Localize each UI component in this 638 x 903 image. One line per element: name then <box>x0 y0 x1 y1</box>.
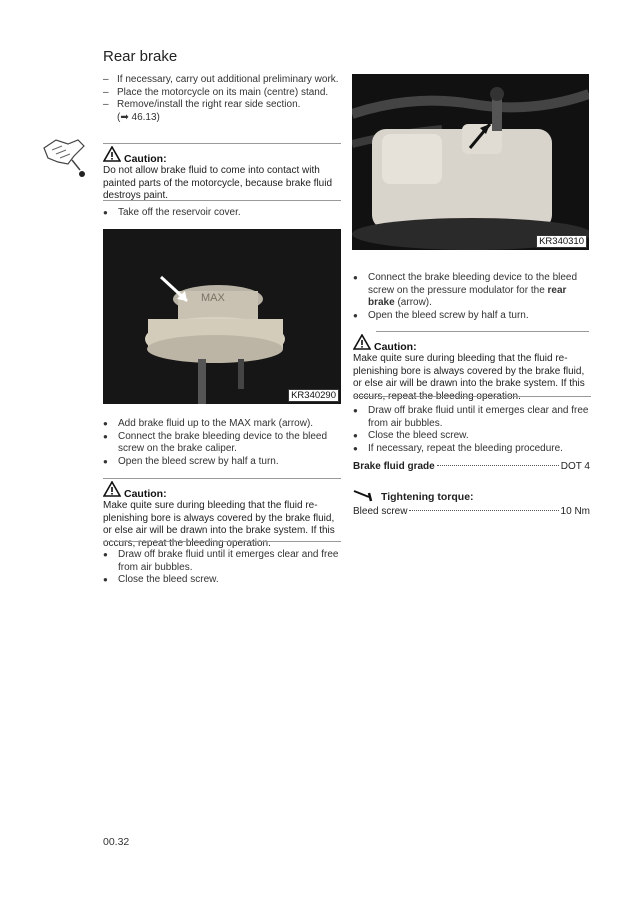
page-number: 00.32 <box>103 836 130 848</box>
bleed-screw-torque-row <box>353 506 590 517</box>
dotted-leader <box>409 510 558 511</box>
step-list <box>353 272 591 322</box>
arrow-ref-icon: ➡ <box>120 111 129 123</box>
step-item: ● Add brake fluid up to the MAX mark (arrow). <box>103 418 341 431</box>
divider <box>103 541 341 542</box>
caution-label: Caution: <box>124 488 167 500</box>
caution-box <box>103 481 341 550</box>
caution-text: Make quite sure during bleeding that the fluid re-plenishing bore is always covered by the brake fluid, or else air will be drawn into the brake system. If this occurs, repeat the bleeding operation. <box>353 353 585 402</box>
step-list <box>103 207 341 220</box>
step-item <box>353 272 591 310</box>
protective-glove-icon <box>38 134 90 182</box>
warning-triangle-icon <box>103 146 121 165</box>
warning-triangle-icon <box>353 334 371 353</box>
warning-triangle-icon <box>103 481 121 500</box>
caution-heading <box>103 146 341 165</box>
spec-value: 10 Nm <box>560 506 590 517</box>
caution-text: Do not allow brake fluid to come into contact with painted parts of the motorcycle, because brake fluid destroys paint. <box>103 165 333 201</box>
step-text: Connect the brake bleeding device to the bleed screw on the pressure modulator for the <box>368 272 578 296</box>
step-item: ● Close the bleed screw. <box>353 430 591 443</box>
step-text: (arrow). <box>394 297 432 308</box>
caution-heading <box>103 481 341 500</box>
intro-step: – Remove/install the right rear side section. (➡ 46.13) <box>103 99 341 124</box>
divider <box>376 331 589 332</box>
step-item: ● If necessary, repeat the bleeding procedure. <box>353 443 591 456</box>
intro-step: – Place the motorcycle on its main (centre) stand. <box>103 87 341 100</box>
spec-label: Brake fluid grade <box>353 461 435 472</box>
step-item: ● Draw off brake fluid until it emerges clear and free from air bubbles. <box>353 405 591 430</box>
divider <box>103 143 341 144</box>
reservoir-photo <box>103 229 341 404</box>
intro-ref: 46.13) <box>131 111 160 123</box>
intro-step: – If necessary, carry out additional preliminary work. <box>103 74 341 87</box>
intro-steps <box>103 74 341 124</box>
divider <box>103 478 341 479</box>
step-item: ● Open the bleed screw by half a turn. <box>103 456 341 469</box>
divider <box>353 396 591 397</box>
spec-value: DOT 4 <box>560 461 590 472</box>
spec-label: Bleed screw <box>353 506 408 517</box>
torque-heading-text: Tightening torque: <box>381 490 474 503</box>
caution-heading <box>353 334 591 353</box>
divider <box>103 200 341 201</box>
step-item: ● Take off the reservoir cover. <box>103 207 341 220</box>
brake-fluid-grade-row <box>353 461 590 472</box>
intro-step-text: Remove/install the right rear side section. <box>117 99 301 110</box>
max-mark: MAX <box>201 292 225 304</box>
caution-text: Make quite sure during bleeding that the fluid re-plenishing bore is always covered by the brake fluid, or else air will be drawn into the brake system. If this occurs, repeat the bleeding operation. <box>103 500 335 549</box>
caution-box <box>103 146 341 203</box>
torque-heading <box>353 488 590 505</box>
torque-wrench-icon <box>353 488 375 505</box>
caution-label: Caution: <box>124 153 167 165</box>
torque-spec <box>353 488 590 517</box>
dotted-leader <box>437 465 559 466</box>
step-item: ● Draw off brake fluid until it emerges clear and free from air bubbles. <box>103 549 341 574</box>
caution-box <box>353 334 591 403</box>
step-list <box>353 405 591 455</box>
step-text-bold: rear brake <box>368 284 567 308</box>
step-item: ● Close the bleed screw. <box>103 574 341 587</box>
step-item: ● Open the bleed screw by half a turn. <box>353 310 591 323</box>
photo-code: KR340290 <box>288 389 339 402</box>
page-title: Rear brake <box>103 48 178 65</box>
photo-code: KR340310 <box>536 235 587 248</box>
step-list <box>103 418 341 468</box>
step-list <box>103 549 341 587</box>
step-item: ● Connect the brake bleeding device to the bleed screw on the brake caliper. <box>103 431 341 456</box>
pressure-modulator-photo <box>352 74 589 250</box>
caution-label: Caution: <box>374 341 417 353</box>
